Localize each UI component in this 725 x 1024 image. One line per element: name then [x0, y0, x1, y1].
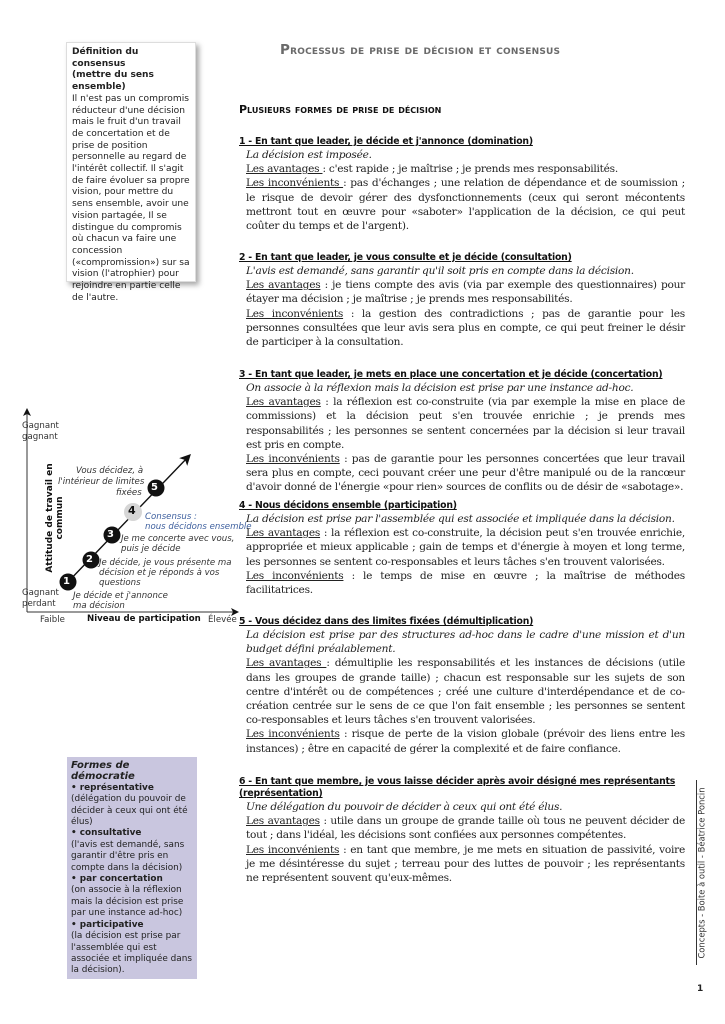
step-3-number: 3 — [107, 529, 114, 540]
step-1-text-2: ma décision — [73, 601, 125, 611]
decision-form-body — [239, 381, 685, 495]
advantages-label: Les avantages — [246, 396, 321, 409]
drawbacks-text: : en tant que membre, je me mets en situation de passivité, voire je me désintéresse du sujet ; terreau pour des luttes de pouvoir ; les représentants ne représentent souvent qu'eux-mêmes. — [246, 843, 685, 885]
step-3-text-2: puis je décide — [121, 544, 181, 554]
democracy-item-label: • représentative — [71, 782, 154, 793]
y-axis-label: Attitude de travail en commun — [45, 463, 65, 573]
step-2-number: 2 — [86, 554, 93, 565]
advantages-label: Les avantages — [246, 815, 320, 828]
step-3-text-1: Je me concerte avec vous, — [121, 534, 235, 544]
democracy-item-label: • participative — [71, 919, 144, 930]
decision-form-body — [239, 512, 685, 597]
drawbacks-text: : pas d'échanges ; une relation de dépendance et de soumission ; le risque de devoir gérer des dysfonctionnements (ceux qui seront mécontents mettront tout en œuvre pour «saboter» l'application de la décision, ce qui peut coûter du temps et de l'argent). — [246, 177, 685, 233]
definition-body: Il n'est pas un compromis réducteur d'une décision mais le fruit d'un travail de concertation et de prise de position personnelle au regard de l'intérêt collectif. Il s'agit de faire évoluer sa propre vision, pour mettre du sens ensemble, avoir une vision partagée, Il se distingue du compromis où chacun va faire une concession («compromission») sur sa vision (l'atrophier) pour rejoindre en partie celle de l'autre. — [72, 93, 190, 303]
y-bottom-label-1: Gagnant — [22, 588, 59, 598]
step-5-number: 5 — [151, 482, 158, 493]
advantages-text: : démultiplie les responsabilités et les instances de décisions (utile dans les groupes de grande taille) ; chacun est responsable sur les sujets de son centre d'intérêt ou de compétences ; créé une culture d'interdépendance et de co-création centrée sur le sens de ce que l'on fait ensemble ; les personnes se sentent co-responsables et leurs tâches s'en trouvent valorisées. — [246, 657, 685, 727]
decision-form-2 — [239, 252, 685, 349]
drawbacks-label: Les inconvénients — [246, 453, 340, 466]
page-title: Processus de prise de décision et consensus — [280, 42, 561, 58]
democracy-title: Formes de démocratie — [71, 760, 135, 783]
decision-form-6 — [239, 776, 685, 885]
decision-form-heading: 5 - Vous décidez dans des limites fixées (démultiplication) — [239, 616, 534, 627]
credit-text: Concepts - Boite à outil - Béatrice Poncin — [696, 787, 707, 959]
step-5-text-1: Vous décidez, à — [76, 466, 144, 476]
democracy-item-desc: (on associe à la réflexion mais la décision est prise par une instance ad-hoc) — [71, 885, 184, 919]
decision-form-body — [239, 628, 685, 756]
advantages-text: : utile dans un groupe de grande taille où tous ne peuvent décider de tout ; dans l'idéal, les décisions sont confiées aux personnes compétentes. — [246, 815, 686, 842]
advantages-text: : la réflexion est co-construite, la décision peut s'en trouvée enrichie, appropriée et mieux applicable ; gain de temps et d'énergie à moyen et long terme, les personnes se sentent co-responsables et leurs tâches s'en trouvent valorisées. — [246, 527, 686, 568]
step-2-text-3: questions — [99, 578, 141, 588]
decision-form-heading: 2 - En tant que leader, je vous consulte et je décide (consultation) — [239, 252, 572, 263]
decision-form-heading: 1 - En tant que leader, je décide et j'annonce (domination) — [239, 136, 533, 147]
advantages-text: : la réflexion est co-construite (via par exemple la mise en place de commissions) et la décision peut s'en trouvée enrichie ; je prends mes responsabilités ; les personnes se sentent concernées par la décision si leur travail est pris en compte. — [246, 396, 685, 451]
decision-form-body — [239, 148, 685, 233]
democracy-forms-box — [67, 757, 197, 979]
decision-form-1 — [239, 136, 685, 233]
decision-form-summary: La décision est imposée. — [246, 149, 372, 161]
decision-form-summary: On associe à la réflexion mais la décision est prise par une instance ad-hoc. — [246, 382, 634, 394]
democracy-item-desc: (la décision est prise par l'assemblée qui est associée et impliquée dans la décision). — [71, 931, 192, 976]
drawbacks-label: Les inconvénients — [246, 307, 344, 320]
step-5-text-2: l'intérieur de limites — [58, 477, 145, 487]
decision-form-heading: 3 - En tant que leader, je mets en place une concertation et je décide (concertation) — [239, 369, 663, 380]
y-top-label-2: gagnant — [22, 432, 58, 442]
decision-form-body — [239, 264, 685, 349]
side-credit — [696, 780, 716, 965]
democracy-item-label: • consultative — [71, 828, 142, 839]
definition-title-line2: (mettre du sens ensemble) — [72, 70, 154, 93]
decision-form-3 — [239, 369, 685, 495]
x-right-label: Élevée — [208, 615, 237, 625]
page-number: 1 — [697, 984, 704, 994]
step-1-text-1: Je décide et j'annonce — [73, 591, 168, 601]
participation-diagram — [15, 400, 252, 635]
advantages-label: Les avantages — [246, 657, 327, 670]
decision-form-body — [239, 800, 685, 885]
decision-form-summary: La décision est prise par des structures ad-hoc dans le cadre d'une mission et d'un budget défini préalablement. — [246, 629, 685, 656]
definition-title-line1: Définition du consensus — [72, 47, 139, 69]
step-2-text-2: décision et je réponds à vos — [99, 568, 220, 578]
decision-form-summary: L'avis est demandé, sans garantir qu'il soit pris en compte dans la décision. — [246, 265, 634, 277]
step-4-text-2: nous décidons ensemble — [145, 522, 252, 532]
step-4-number: 4 — [128, 504, 136, 517]
decision-form-4 — [239, 500, 685, 597]
democracy-item-label: • par concertation — [71, 874, 163, 885]
drawbacks-label: Les inconvénients — [246, 843, 340, 856]
democracy-item-desc: (l'avis est demandé, sans garantir d'être pris en compte dans la décision) — [71, 839, 185, 873]
advantages-label: Les avantages — [246, 279, 321, 292]
section-title: Plusieurs formes de prise de décision — [239, 103, 442, 116]
drawbacks-text: : risque de perte de la vision globale (prévoir des liens entre les instances) ; être en capacité de gérer la complexité et de faire confiance. — [246, 728, 685, 755]
step-4-text-1: Consensus : — [145, 512, 197, 522]
y-bottom-label-2: perdant — [22, 599, 56, 609]
definition-box — [66, 42, 196, 303]
drawbacks-label: Les inconvénients — [246, 177, 344, 190]
advantages-text: : c'est rapide ; je maîtrise ; je prends mes responsabilités. — [322, 163, 618, 176]
x-left-label: Faible — [40, 615, 65, 625]
y-top-label-1: Gagnant — [22, 421, 59, 431]
decision-form-summary: La décision est prise par l'assemblée qui est associée et impliquée dans la décision. — [246, 513, 675, 525]
decision-form-heading: 4 - Nous décidons ensemble (participation) — [239, 500, 457, 511]
decision-form-5 — [239, 616, 685, 756]
decision-form-heading: 6 - En tant que membre, je vous laisse décider après avoir désigné mes représentants (représentation) — [239, 776, 676, 799]
advantages-text: : je tiens compte des avis (via par exemple des questionnaires) pour étayer ma décision ; je maîtrise ; je prends mes responsabilités. — [246, 279, 685, 306]
decision-form-summary: Une délégation du pouvoir de décider à ceux qui ont été élus. — [246, 801, 563, 813]
x-axis-label: Niveau de participation — [87, 614, 201, 624]
drawbacks-label: Les inconvénients — [246, 569, 344, 582]
democracy-item-desc: (délégation du pouvoir de décider à ceux qui ont été élus) — [71, 794, 188, 828]
step-5-text-3: fixées — [116, 488, 142, 498]
step-2-text-1: Je décide, je vous présente ma — [99, 558, 232, 568]
drawbacks-text: : le temps de mise en œuvre ; la maîtrise de méthodes facilitatrices. — [246, 569, 685, 597]
step-1-number: 1 — [63, 576, 70, 587]
advantages-label: Les avantages — [246, 527, 321, 540]
drawbacks-text: : la gestion des contradictions ; pas de garantie pour les personnes consultées que leur avis sera plus en compte, ce qui peut freiner le désir de participer à la consultation. — [246, 307, 685, 349]
drawbacks-label: Les inconvénients — [246, 728, 340, 741]
drawbacks-text: : pas de garantie pour les personnes concertées que leur travail sera plus en compte, ceci pouvant créer une peur d'être manipulé ou de la rancœur d'avoir donné de l'énergie «pour rien» sources de conflits ou de désir de «sabotage». — [246, 453, 685, 494]
advantages-label: Les avantages — [246, 163, 323, 176]
